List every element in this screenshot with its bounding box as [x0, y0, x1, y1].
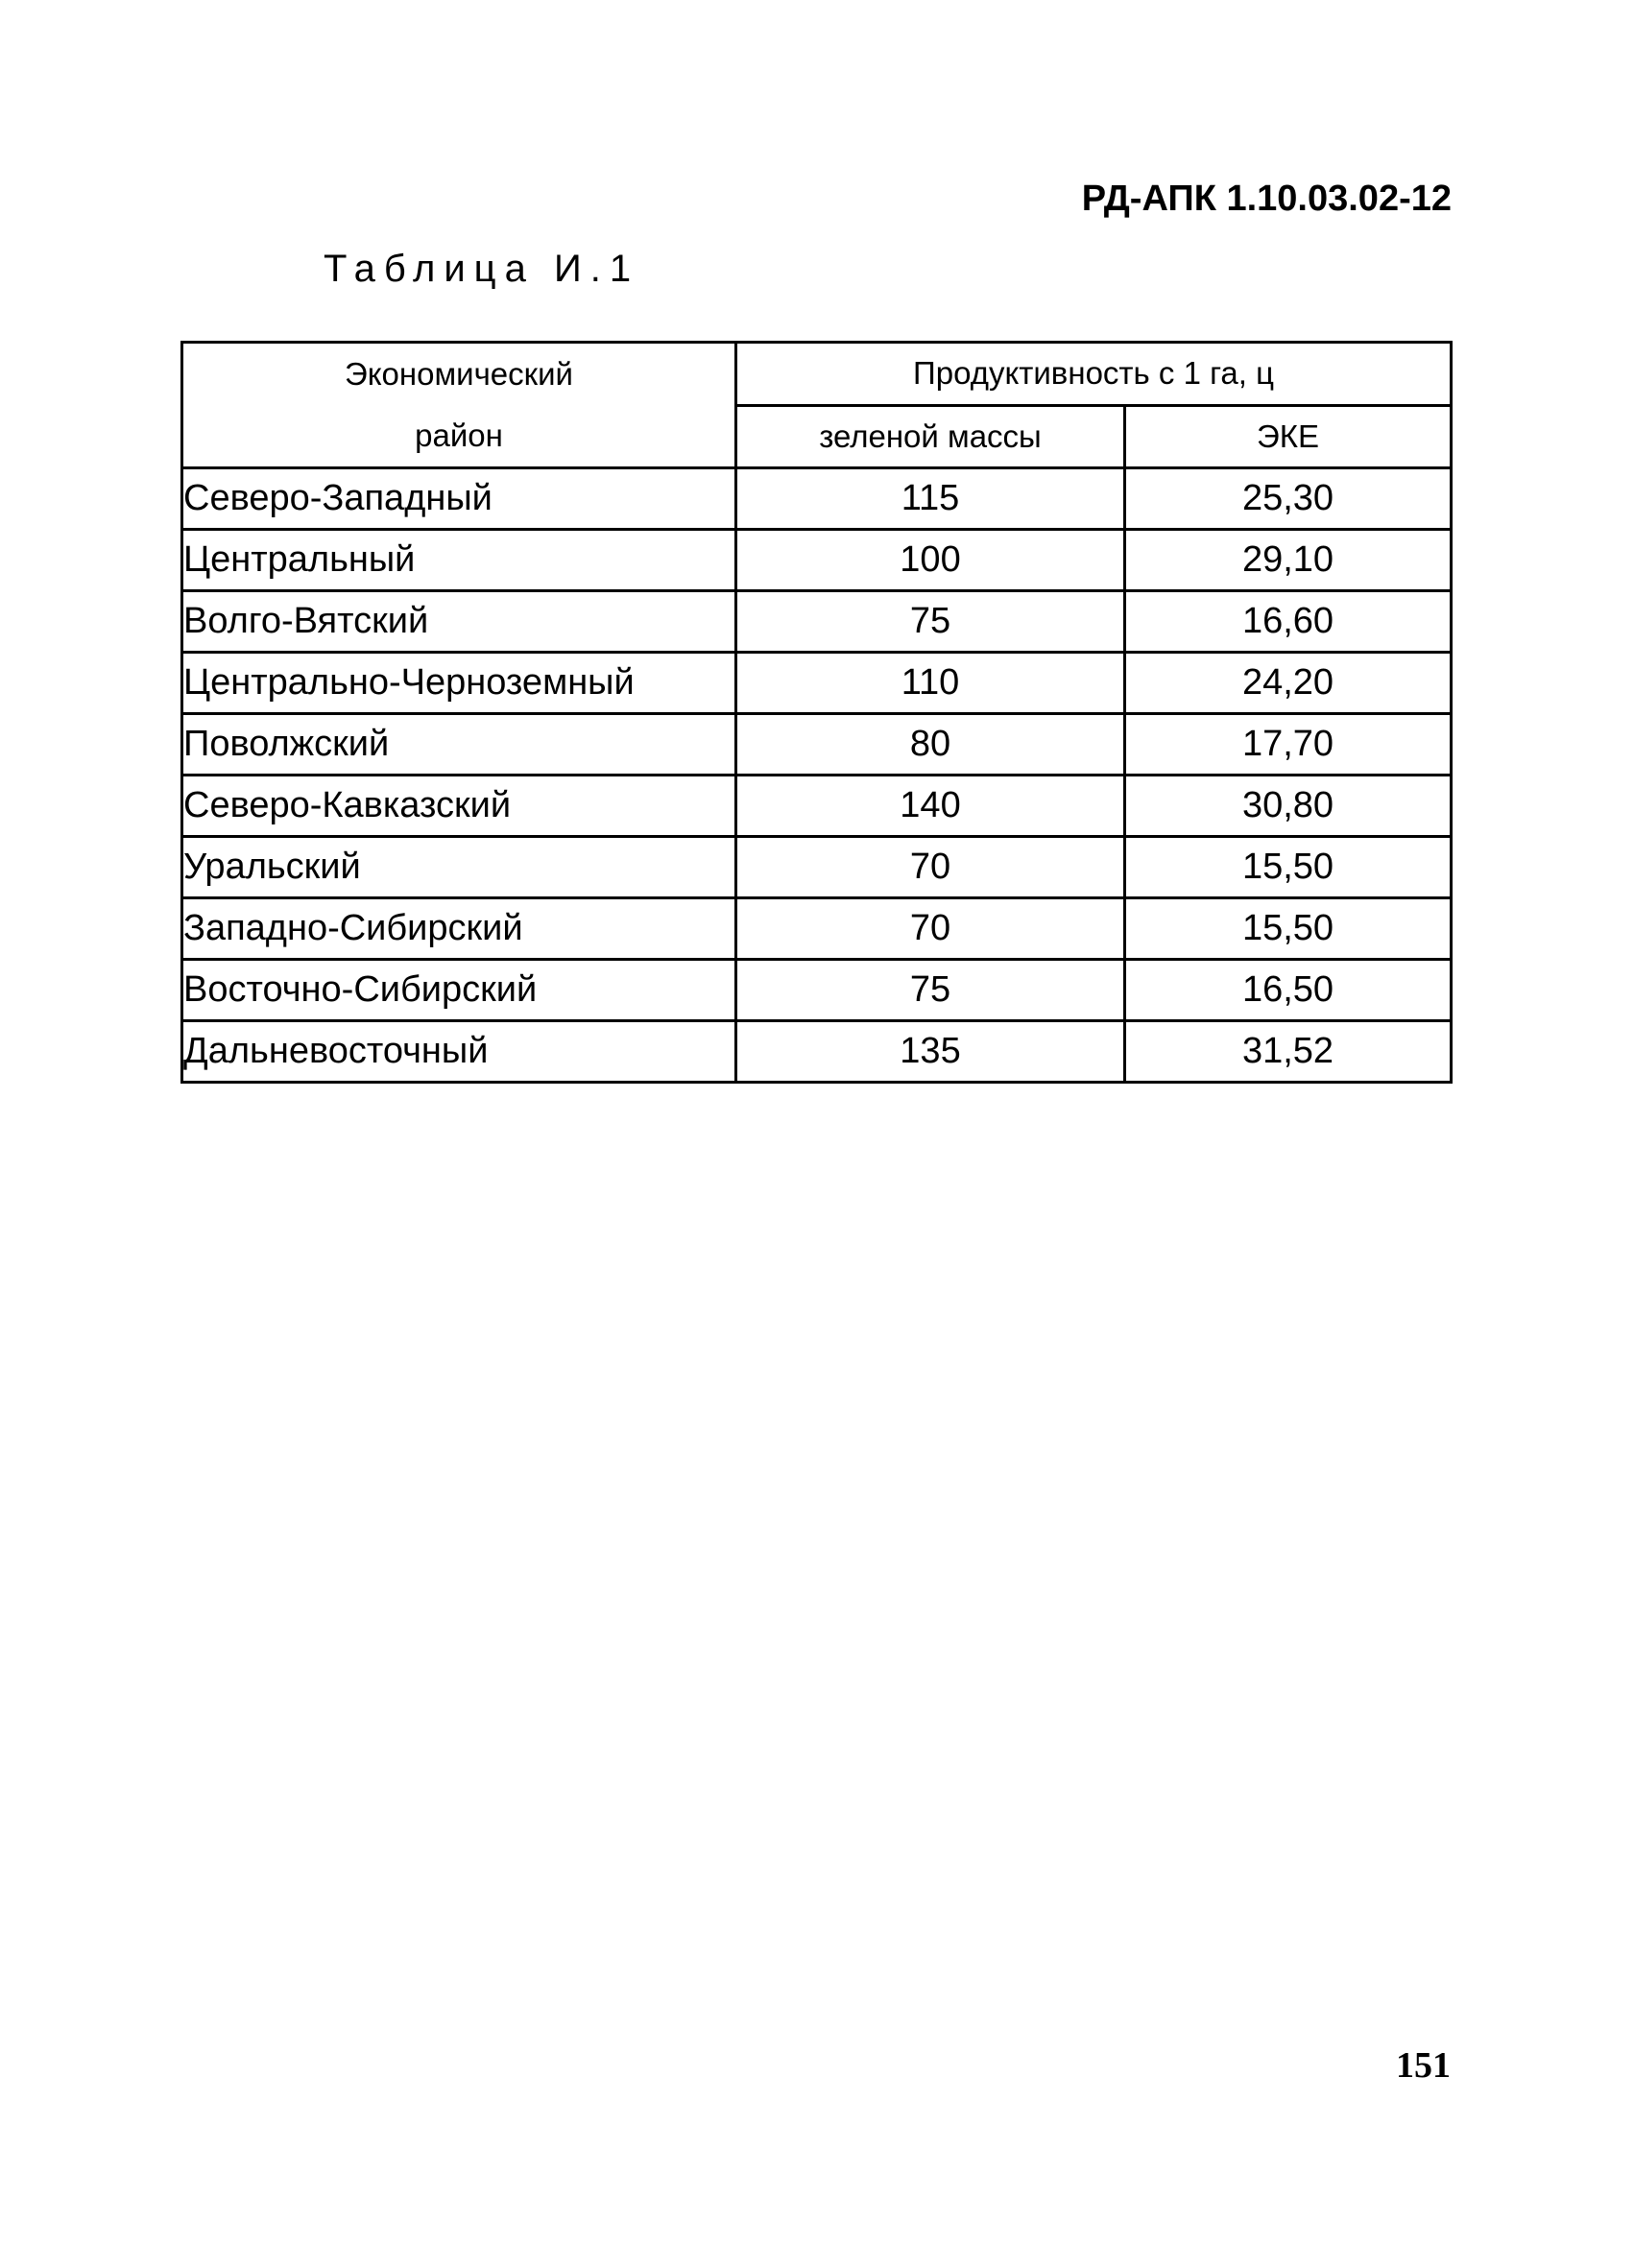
header-economic-region — [182, 343, 736, 468]
header-eke: ЭКЕ — [1125, 405, 1452, 468]
table-caption: Таблица И.1 — [324, 248, 640, 290]
table-body — [182, 468, 1452, 1083]
cell-green-mass: 135 — [736, 1021, 1125, 1083]
cell-eke: 31,52 — [1125, 1021, 1452, 1083]
cell-green-mass: 75 — [736, 960, 1125, 1021]
cell-eke: 17,70 — [1125, 714, 1452, 776]
cell-region: Центральный — [182, 530, 736, 591]
cell-eke: 16,60 — [1125, 591, 1452, 653]
table-row — [182, 653, 1452, 714]
table-row — [182, 714, 1452, 776]
table-row — [182, 591, 1452, 653]
cell-eke: 29,10 — [1125, 530, 1452, 591]
table-row — [182, 468, 1452, 530]
cell-green-mass: 100 — [736, 530, 1125, 591]
cell-region: Уральский — [182, 837, 736, 898]
header-green-mass: зеленой массы — [736, 405, 1125, 468]
cell-eke: 15,50 — [1125, 837, 1452, 898]
cell-green-mass: 70 — [736, 898, 1125, 960]
cell-green-mass: 140 — [736, 776, 1125, 837]
document-code: РД-АПК 1.10.03.02-12 — [1081, 179, 1452, 219]
cell-eke: 25,30 — [1125, 468, 1452, 530]
cell-region: Северо-Западный — [182, 468, 736, 530]
productivity-table — [180, 341, 1453, 1084]
header-region-line1: Экономический — [345, 356, 573, 392]
table-row — [182, 1021, 1452, 1083]
page-number: 151 — [1396, 2045, 1451, 2086]
cell-region: Восточно-Сибирский — [182, 960, 736, 1021]
cell-region: Северо-Кавказский — [182, 776, 736, 837]
cell-eke: 24,20 — [1125, 653, 1452, 714]
cell-eke: 15,50 — [1125, 898, 1452, 960]
header-productivity: Продуктивность с 1 га, ц — [736, 343, 1452, 406]
cell-region: Поволжский — [182, 714, 736, 776]
table-row — [182, 960, 1452, 1021]
cell-green-mass: 75 — [736, 591, 1125, 653]
cell-eke: 16,50 — [1125, 960, 1452, 1021]
table-row — [182, 530, 1452, 591]
table-header-row — [182, 343, 1452, 406]
cell-green-mass: 70 — [736, 837, 1125, 898]
cell-eke: 30,80 — [1125, 776, 1452, 837]
cell-region: Дальневосточный — [182, 1021, 736, 1083]
table-row — [182, 776, 1452, 837]
table-row — [182, 898, 1452, 960]
cell-green-mass: 110 — [736, 653, 1125, 714]
cell-green-mass: 80 — [736, 714, 1125, 776]
cell-region: Западно-Сибирский — [182, 898, 736, 960]
header-region-line2: район — [415, 418, 503, 453]
table-row — [182, 837, 1452, 898]
cell-green-mass: 115 — [736, 468, 1125, 530]
cell-region: Волго-Вятский — [182, 591, 736, 653]
cell-region: Центрально-Черноземный — [182, 653, 736, 714]
